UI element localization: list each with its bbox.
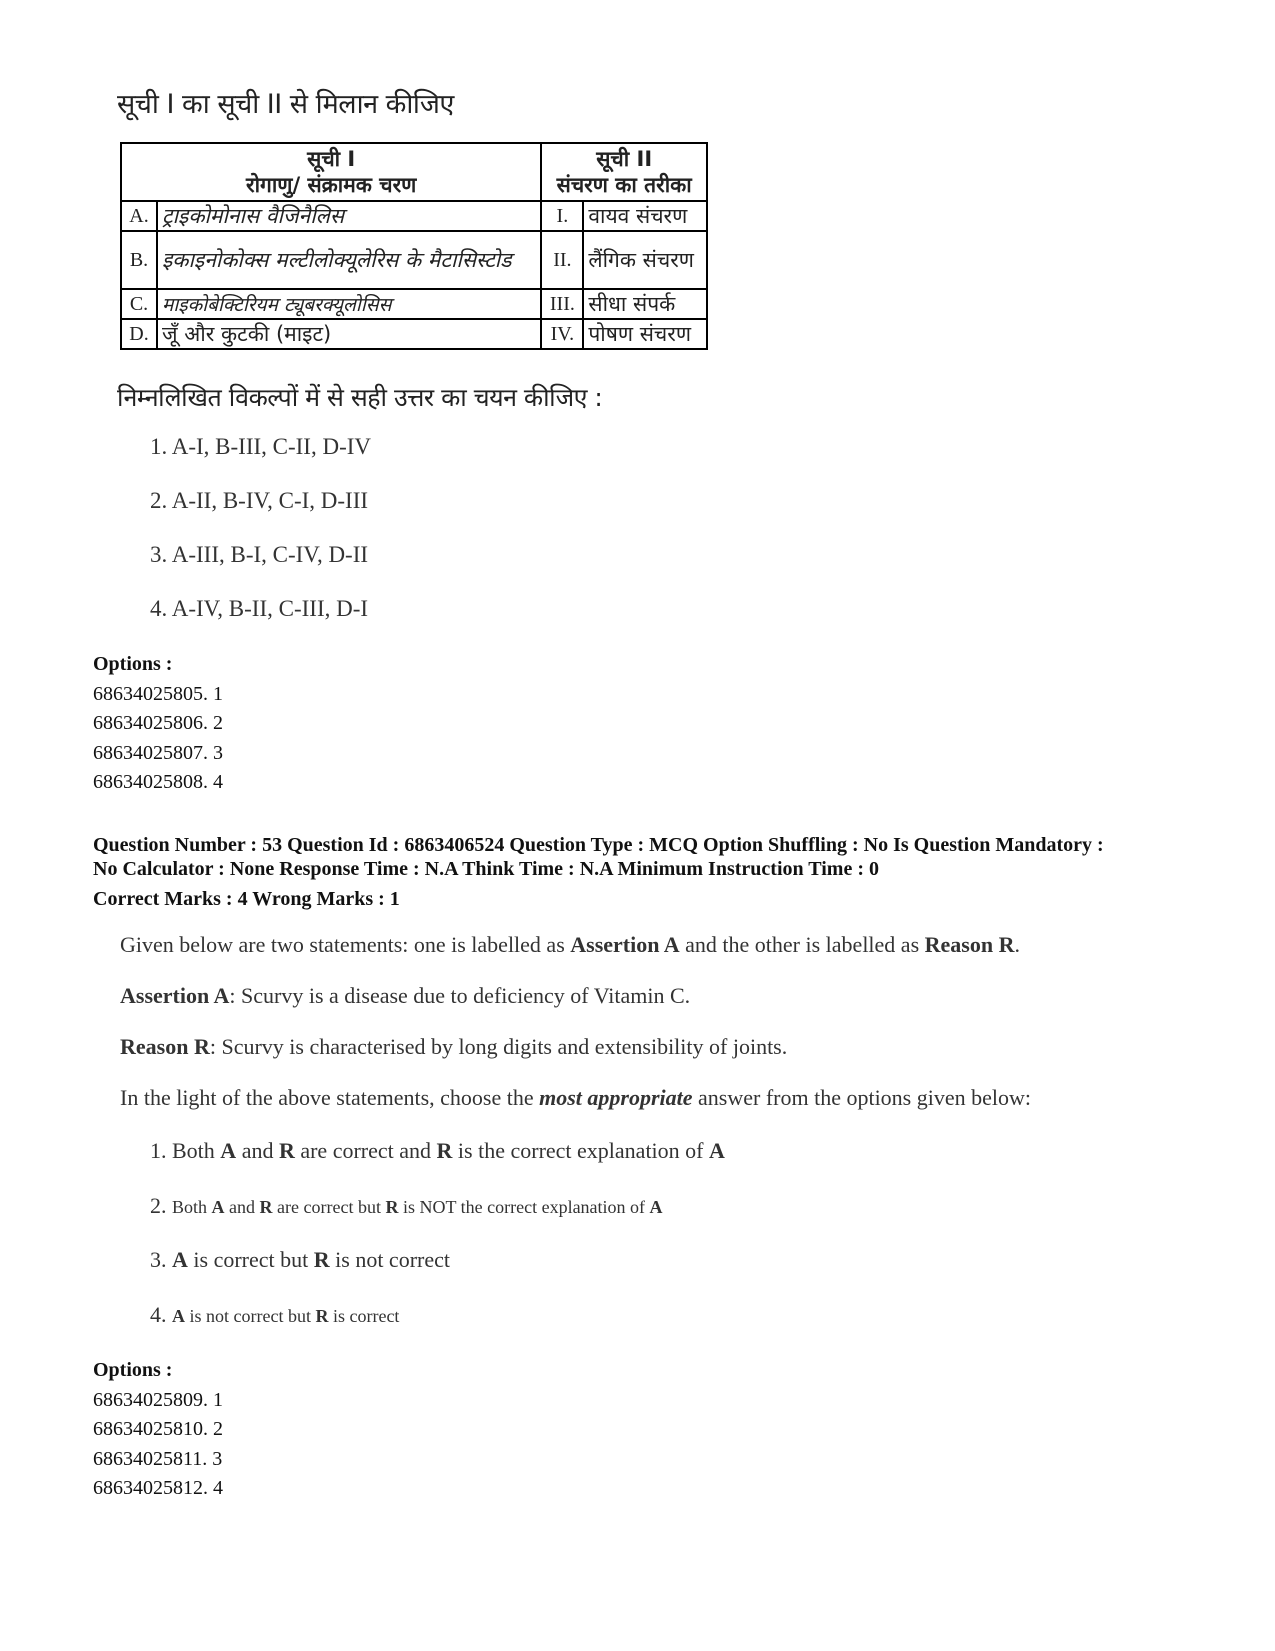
bold-term: A xyxy=(172,1306,185,1326)
row-label: II. xyxy=(541,231,583,289)
bold-term: R xyxy=(385,1197,399,1217)
list-2-title: सूची II xyxy=(596,147,653,171)
text-span: answer from the options given below: xyxy=(692,1085,1032,1110)
answer-choice xyxy=(150,1247,450,1273)
text-span: 4. xyxy=(150,1302,172,1327)
row-label: III. xyxy=(541,289,583,319)
text-span: is correct but xyxy=(187,1247,314,1272)
list-1-item: ट्राइकोमोनास वैजिनैलिस xyxy=(157,201,541,231)
text-span: Given below are two statements: one is labelled as xyxy=(120,932,571,957)
bold-term: R xyxy=(259,1197,273,1217)
option-id: 68634025812. 4 xyxy=(93,1477,223,1499)
marks-line: Correct Marks : 4 Wrong Marks : 1 xyxy=(93,888,400,910)
table-row xyxy=(121,201,707,231)
table-row xyxy=(121,231,707,289)
meta-line: No Calculator : None Response Time : N.A Think Time : N.A Minimum Instruction Time : 0 xyxy=(93,858,879,880)
answer-choice xyxy=(150,1302,399,1328)
answer-choice xyxy=(150,1138,725,1164)
list-1-title: सूची I xyxy=(307,147,356,171)
bold-term: Reason R xyxy=(924,932,1015,957)
option-id: 68634025806. 2 xyxy=(93,712,223,734)
options-label: Options : xyxy=(93,1359,173,1381)
question-heading: सूची I का सूची II से मिलान कीजिए xyxy=(117,89,454,120)
list-1-subtitle: रोगाणु/ संक्रामक चरण xyxy=(246,173,417,197)
table-header-row xyxy=(121,143,707,201)
text-span: 3. xyxy=(150,1247,172,1272)
bold-term: R xyxy=(313,1247,330,1272)
bold-term: A xyxy=(709,1138,725,1163)
option-id: 68634025807. 3 xyxy=(93,741,223,764)
meta-line: Question Number : 53 Question Id : 6863406524 Question Type : MCQ Option Shuffling : No Is Question Mandatory : xyxy=(93,834,1104,856)
bold-term: R xyxy=(436,1138,453,1163)
option-id: 68634025808. 4 xyxy=(93,771,223,793)
bold-term: A xyxy=(211,1197,225,1217)
answer-choice: 2. A-II, B-IV, C-I, D-III xyxy=(150,488,369,513)
prompt-text xyxy=(120,1085,1220,1111)
answer-choice xyxy=(150,1193,663,1219)
list-2-header xyxy=(541,143,707,201)
list-1-item: इकाइनोकोक्स मल्टीलोक्यूलेरिस के मैटासिस्टोड xyxy=(157,231,541,289)
list-2-item: पोषण संचरण xyxy=(583,319,707,349)
option-id: 68634025805. 1 xyxy=(93,682,223,705)
match-table xyxy=(120,142,708,350)
bold-term: Assertion A xyxy=(120,983,230,1008)
text-span: is correct xyxy=(328,1306,400,1326)
row-label: I. xyxy=(541,201,583,231)
bold-term: R xyxy=(315,1306,329,1326)
option-id: 68634025811. 3 xyxy=(93,1447,223,1470)
row-label: D. xyxy=(121,319,157,349)
text-span: Both xyxy=(172,1197,212,1217)
answer-choice: 3. A-III, B-I, C-IV, D-II xyxy=(150,542,369,567)
text-span: . xyxy=(1014,932,1020,957)
bold-term: A xyxy=(220,1138,237,1163)
answer-choice: 4. A-IV, B-II, C-III, D-I xyxy=(150,596,369,621)
list-2-subtitle: संचरण का तरीका xyxy=(556,173,692,197)
text-span: and the other is labelled as xyxy=(679,932,925,957)
table-row xyxy=(121,319,707,349)
option-id: 68634025809. 1 xyxy=(93,1388,223,1411)
answer-choice: 1. A-I, B-III, C-II, D-IV xyxy=(150,434,371,459)
bold-term: A xyxy=(649,1197,663,1217)
text-span: 1. Both xyxy=(150,1138,221,1163)
list-2-item: वायव संचरण xyxy=(583,201,707,231)
bold-term: R xyxy=(278,1138,295,1163)
row-label: IV. xyxy=(541,319,583,349)
list-1-header xyxy=(121,143,541,201)
row-label: A. xyxy=(121,201,157,231)
bold-term: Assertion A xyxy=(570,932,680,957)
option-id: 68634025810. 2 xyxy=(93,1418,223,1440)
bold-term: Reason R xyxy=(120,1034,210,1059)
text-span: and xyxy=(224,1197,260,1217)
text-span: are correct but xyxy=(272,1197,386,1217)
text-span: is NOT the correct explanation of xyxy=(398,1197,650,1217)
list-2-item: सीधा संपर्क xyxy=(583,289,707,319)
text-span: is not correct xyxy=(329,1247,450,1272)
list-1-item: माइकोबेक्टिरियम ट्यूबरक्यूलोसिस xyxy=(157,289,541,319)
instruction-text: निम्नलिखित विकल्पों में से सही उत्तर का चयन कीजिए : xyxy=(117,383,603,412)
text-span: is not correct but xyxy=(185,1306,316,1326)
text-span: is the correct explanation of xyxy=(452,1138,709,1163)
list-1-item: जूँ और कुटकी (माइट) xyxy=(157,319,541,349)
text-span: : Scurvy is a disease due to deficiency of Vitamin C. xyxy=(229,983,691,1008)
question-meta xyxy=(93,833,1213,911)
text-span: 2. xyxy=(150,1193,172,1218)
bold-term: A xyxy=(172,1247,188,1272)
options-label: Options : xyxy=(93,653,173,675)
options-block xyxy=(93,1356,223,1504)
list-2-item: लैंगिक संचरण xyxy=(583,231,707,289)
reason-statement xyxy=(120,1034,1220,1060)
text-span: : Scurvy is characterised by long digits and extensibility of joints. xyxy=(209,1034,788,1059)
table-row xyxy=(121,289,707,319)
assertion-statement xyxy=(120,983,1220,1009)
row-label: C. xyxy=(121,289,157,319)
statement-intro xyxy=(120,932,1220,958)
emphasis-term: most appropriate xyxy=(539,1085,693,1110)
options-block xyxy=(93,650,223,798)
text-span: are correct and xyxy=(294,1138,437,1163)
row-label: B. xyxy=(121,231,157,289)
text-span: and xyxy=(236,1138,279,1163)
text-span: In the light of the above statements, choose the xyxy=(120,1085,540,1110)
